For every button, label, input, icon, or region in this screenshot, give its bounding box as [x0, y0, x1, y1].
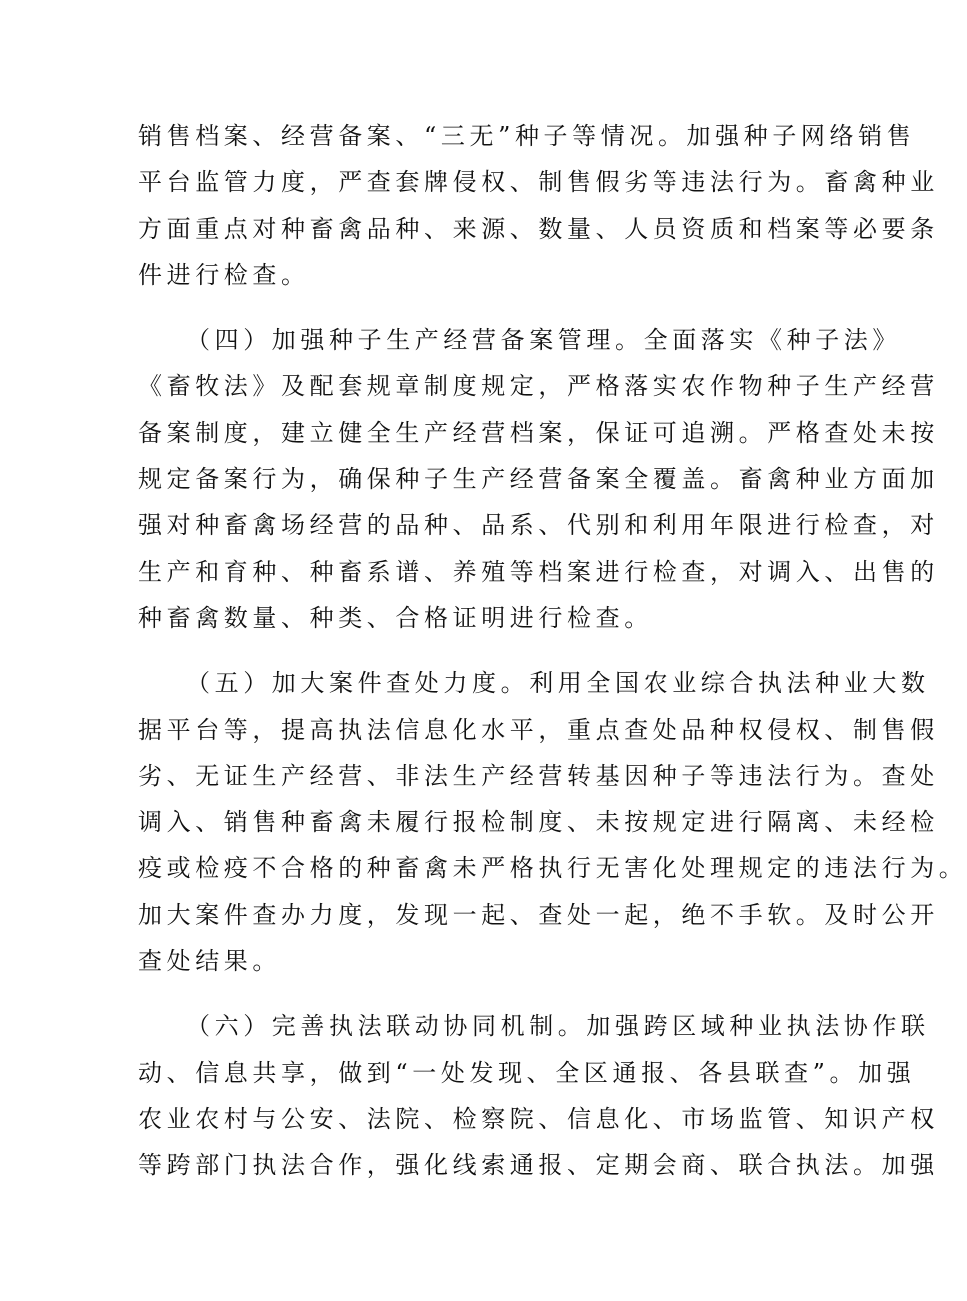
- text-line: 查处结果。: [138, 947, 281, 976]
- text-line: （六）完善执法联动协同机制。加强跨区域种业执法协作联: [186, 1012, 930, 1041]
- text-line: （四）加强种子生产经营备案管理。全面落实《种子法》: [186, 326, 901, 355]
- text-line: 方面重点对种畜禽品种、来源、数量、人员资质和档案等必要条: [138, 214, 939, 243]
- text-line: 平台监管力度，严查套牌侵权、制售假劣等违法行为。畜禽种业: [138, 168, 939, 197]
- text-line: 强对种畜禽场经营的品种、品系、代别和利用年限进行检查，对: [138, 511, 939, 540]
- document-page: [138, 113, 967, 1189]
- text-line: 疫或检疫不合格的种畜禽未严格执行无害化处理规定的违法行为。: [138, 854, 967, 883]
- text-line: 据平台等，提高执法信息化水平，重点查处品种权侵权、制售假: [138, 715, 939, 744]
- paragraph-gap: [138, 641, 790, 660]
- paragraph-section-5: [138, 660, 967, 984]
- text-line: （五）加大案件查处力度。利用全国农业综合执法种业大数: [186, 669, 930, 698]
- text-line: 加大案件查办力度，发现一起、查处一起，绝不手软。及时公开: [138, 900, 939, 929]
- text-line: 调入、销售种畜禽未履行报检制度、未按规定进行隔离、未经检: [138, 808, 939, 837]
- paragraph-section-4: [138, 317, 939, 641]
- text-line: 劣、无证生产经营、非法生产经营转基因种子等违法行为。查处: [138, 761, 939, 790]
- paragraph-continuation: [138, 113, 939, 298]
- paragraph-gap: [138, 298, 790, 317]
- paragraph-gap: [138, 984, 790, 1003]
- text-line: 销售档案、经营备案、“三无”种子等情况。加强种子网络销售: [138, 122, 916, 150]
- text-line: 件进行检查。: [138, 260, 310, 289]
- text-line: 种畜禽数量、种类、合格证明进行检查。: [138, 603, 653, 632]
- text-line: 备案制度，建立健全生产经营档案，保证可追溯。严格查处未按: [138, 418, 939, 447]
- text-line: 生产和育种、种畜系谱、养殖等档案进行检查，对调入、出售的: [138, 557, 939, 586]
- text-line: 动、信息共享，做到“一处发现、全区通报、各县联查”。加强: [138, 1058, 916, 1087]
- text-line: 等跨部门执法合作，强化线索通报、定期会商、联合执法。加强: [138, 1151, 939, 1180]
- paragraph-section-6: [138, 1003, 939, 1188]
- text-line: 农业农村与公安、法院、检察院、信息化、市场监管、知识产权: [138, 1104, 939, 1133]
- text-line: 《畜牧法》及配套规章制度规定，严格落实农作物种子生产经营: [138, 372, 939, 401]
- text-line: 规定备案行为，确保种子生产经营备案全覆盖。畜禽种业方面加: [138, 465, 939, 494]
